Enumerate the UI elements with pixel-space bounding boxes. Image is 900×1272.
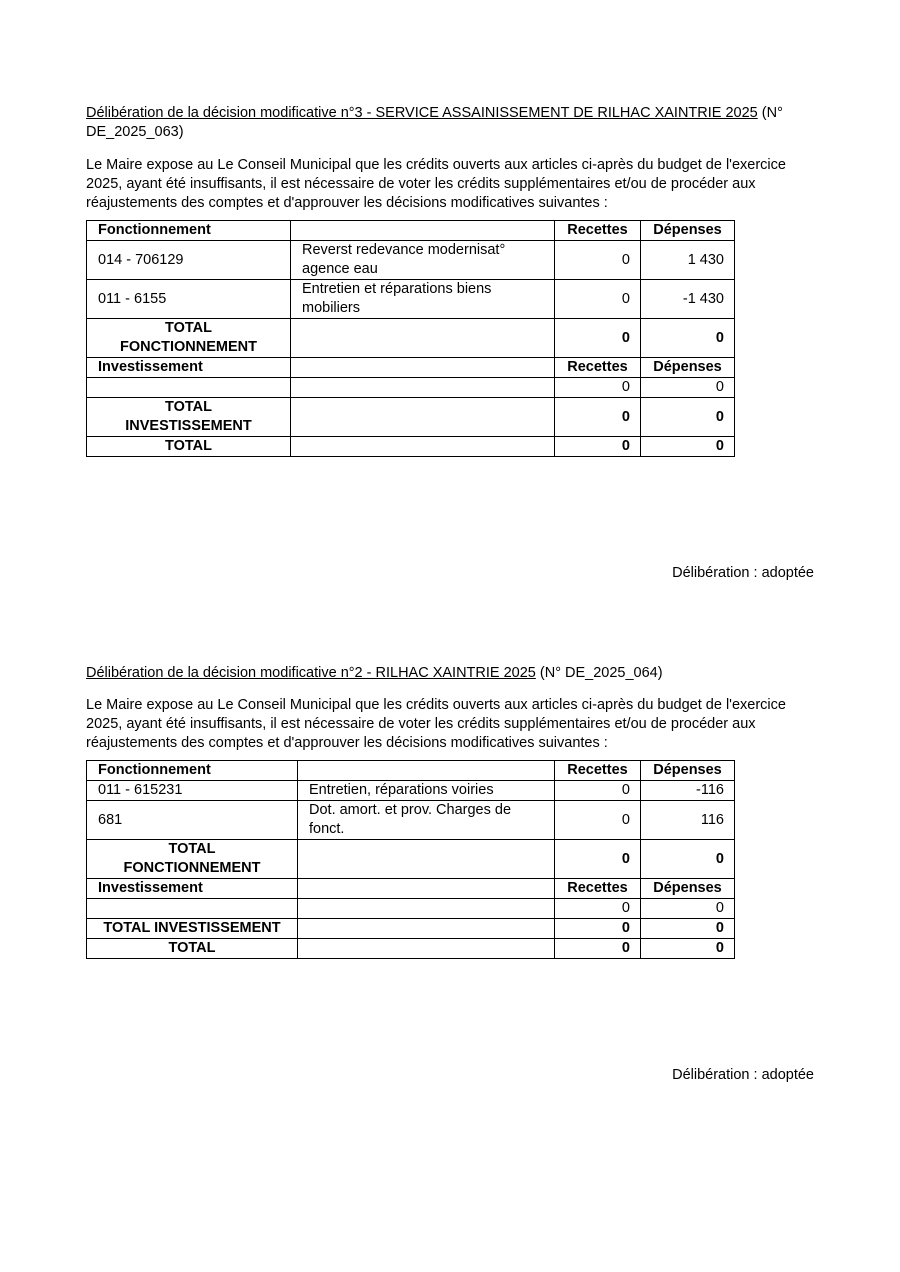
- recettes-cell: Recettes: [555, 358, 641, 378]
- table-total-row: [87, 437, 735, 457]
- table-section-header: [87, 221, 735, 241]
- depenses-cell: Dépenses: [641, 879, 735, 899]
- recettes-cell: Recettes: [555, 221, 641, 241]
- recettes-cell: 0: [555, 919, 641, 939]
- account-cell: Investissement: [87, 879, 298, 899]
- table-section-header: [87, 879, 735, 899]
- recettes-cell: Recettes: [555, 761, 641, 781]
- account-cell: TOTAL INVESTISSEMENT: [87, 398, 291, 437]
- depenses-cell: -1 430: [641, 280, 735, 319]
- recettes-cell: 0: [555, 241, 641, 280]
- deliberation-title-1: [86, 104, 821, 142]
- depenses-cell: 0: [641, 398, 735, 437]
- table-total-row: [87, 919, 735, 939]
- account-cell: Fonctionnement: [87, 761, 298, 781]
- description-cell: [291, 358, 555, 378]
- description-cell: Entretien, réparations voiries: [298, 781, 555, 801]
- account-cell: Fonctionnement: [87, 221, 291, 241]
- description-cell: Reverst redevance modernisat° agence eau: [291, 241, 555, 280]
- recettes-cell: 0: [555, 801, 641, 840]
- depenses-cell: -116: [641, 781, 735, 801]
- depenses-cell: 0: [641, 899, 735, 919]
- title-main: Délibération de la décision modificative n°3 - SERVICE ASSAINISSEMENT DE RILHAC XAINTRIE 2025: [86, 105, 758, 121]
- account-cell: Investissement: [87, 358, 291, 378]
- account-cell: 011 - 615231: [87, 781, 298, 801]
- account-cell: 014 - 706129: [87, 241, 291, 280]
- depenses-cell: 1 430: [641, 241, 735, 280]
- table-row: [87, 781, 735, 801]
- description-cell: [298, 939, 555, 959]
- description-cell: [291, 398, 555, 437]
- description-cell: [298, 761, 555, 781]
- account-cell: TOTAL: [87, 437, 291, 457]
- table-section-header: [87, 358, 735, 378]
- table-total-row: [87, 840, 735, 879]
- recettes-cell: 0: [555, 437, 641, 457]
- depenses-cell: 0: [641, 378, 735, 398]
- budget-table-1: [86, 220, 735, 457]
- status-adopted-1: Délibération : adoptée: [672, 565, 814, 581]
- depenses-cell: Dépenses: [641, 221, 735, 241]
- table-row: [87, 280, 735, 319]
- recettes-cell: 0: [555, 781, 641, 801]
- description-cell: [298, 879, 555, 899]
- title-reference: (N° DE_2025_063): [86, 105, 783, 140]
- depenses-cell: 0: [641, 939, 735, 959]
- budget-table-2: [86, 760, 735, 959]
- description-cell: [291, 221, 555, 241]
- description-cell: [298, 899, 555, 919]
- depenses-cell: 0: [641, 437, 735, 457]
- table-row: [87, 241, 735, 280]
- table-row: [87, 899, 735, 919]
- table-total-row: [87, 939, 735, 959]
- recettes-cell: Recettes: [555, 879, 641, 899]
- recettes-cell: 0: [555, 899, 641, 919]
- description-cell: [291, 378, 555, 398]
- table-section-header: [87, 761, 735, 781]
- depenses-cell: 0: [641, 840, 735, 879]
- intro-paragraph-1: Le Maire expose au Le Conseil Municipal que les crédits ouverts aux articles ci-après du budget de l'exercice 2025, ayant été insuffisants, il est nécessaire de voter les crédits supplémentaires et/ou de procéder aux réajustements des comptes et d'approuver les décisions modificatives suivantes :: [86, 157, 786, 211]
- description-cell: Entretien et réparations biens mobiliers: [291, 280, 555, 319]
- description-cell: [291, 319, 555, 358]
- title-reference: (N° DE_2025_064): [535, 665, 663, 681]
- deliberation-title-2: [86, 664, 821, 683]
- recettes-cell: 0: [555, 319, 641, 358]
- description-cell: [291, 437, 555, 457]
- depenses-cell: 0: [641, 919, 735, 939]
- table-row: [87, 378, 735, 398]
- table-total-row: [87, 398, 735, 437]
- description-cell: Dot. amort. et prov. Charges de fonct.: [298, 801, 555, 840]
- account-cell: [87, 899, 298, 919]
- account-cell: TOTAL FONCTIONNEMENT: [87, 319, 291, 358]
- description-cell: [298, 840, 555, 879]
- depenses-cell: Dépenses: [641, 358, 735, 378]
- table-row: [87, 801, 735, 840]
- account-cell: 011 - 6155: [87, 280, 291, 319]
- title-main: Délibération de la décision modificative n°2 - RILHAC XAINTRIE 2025: [86, 665, 536, 681]
- recettes-cell: 0: [555, 280, 641, 319]
- recettes-cell: 0: [555, 939, 641, 959]
- recettes-cell: 0: [555, 840, 641, 879]
- recettes-cell: 0: [555, 378, 641, 398]
- account-cell: TOTAL: [87, 939, 298, 959]
- table-total-row: [87, 319, 735, 358]
- depenses-cell: 0: [641, 319, 735, 358]
- account-cell: TOTAL INVESTISSEMENT: [87, 919, 298, 939]
- description-cell: [298, 919, 555, 939]
- status-adopted-2: Délibération : adoptée: [672, 1067, 814, 1083]
- intro-paragraph-2: Le Maire expose au Le Conseil Municipal que les crédits ouverts aux articles ci-après du budget de l'exercice 2025, ayant été insuffisants, il est nécessaire de voter les crédits supplémentaires et/ou de procéder aux réajustements des comptes et d'approuver les décisions modificatives suivantes :: [86, 697, 786, 751]
- account-cell: [87, 378, 291, 398]
- recettes-cell: 0: [555, 398, 641, 437]
- account-cell: 681: [87, 801, 298, 840]
- depenses-cell: 116: [641, 801, 735, 840]
- depenses-cell: Dépenses: [641, 761, 735, 781]
- account-cell: TOTAL FONCTIONNEMENT: [87, 840, 298, 879]
